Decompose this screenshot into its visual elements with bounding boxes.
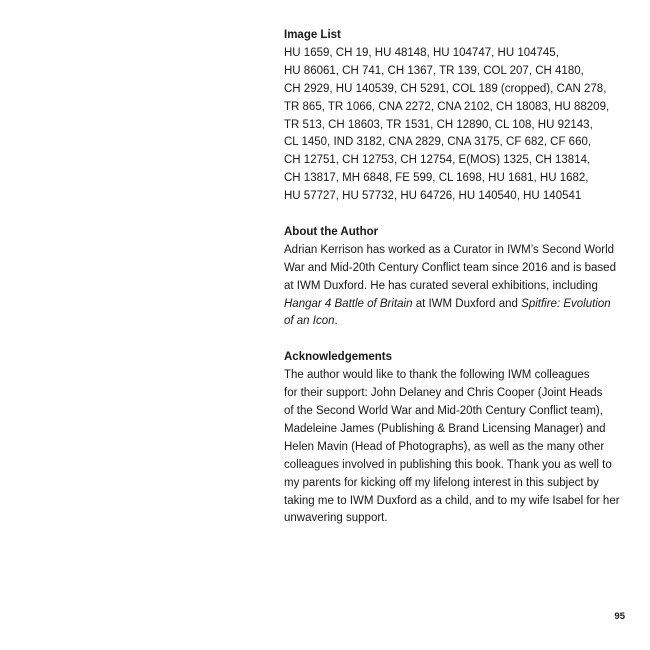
about-author-heading: About the Author — [284, 225, 379, 238]
image-list-heading: Image List — [284, 29, 341, 41]
acknowledgements-line: Madeleine James (Publishing & Brand Licensing Manager) and — [284, 422, 606, 435]
image-list-line: CH 2929, HU 140539, CH 5291, COL 189 (cropped), CAN 278, — [284, 82, 607, 95]
page-number: 95 — [614, 611, 625, 622]
image-list-line: CL 1450, IND 3182, CNA 2829, CNA 3175, CF 682, CF 660, — [284, 136, 592, 149]
image-list-line: CH 13817, MH 6848, FE 599, CL 1698, HU 1681, HU 1682, — [284, 172, 589, 185]
acknowledgements-line: The author would like to thank the following IWM colleagues — [284, 369, 590, 382]
image-list-section — [284, 27, 624, 206]
acknowledgements-line: for their support: John Delaney and Chris Cooper (Joint Heads — [284, 387, 603, 400]
acknowledgements-line: colleagues involved in publishing this book. Thank you as well to — [284, 458, 612, 471]
acknowledgements-heading: Acknowledgements — [284, 351, 392, 364]
about-author-section — [284, 224, 624, 331]
about-author-line — [284, 313, 624, 331]
about-author-text: . — [334, 315, 338, 328]
acknowledgements-line: my parents for kicking off my lifelong interest in this subject by — [284, 476, 599, 489]
image-list-line: HU 57727, HU 57732, HU 64726, HU 140540, HU 140541 — [284, 190, 582, 203]
acknowledgements-line: taking me to IWM Duxford as a child, and to my wife Isabel for her — [284, 494, 620, 507]
text-column — [284, 27, 624, 546]
image-list-line: CH 12751, CH 12753, CH 12754, E(MOS) 1325, CH 13814, — [284, 154, 591, 167]
acknowledgements-line: Helen Mavin (Head of Photographs), as well as the many other — [284, 440, 605, 453]
image-list-line: TR 513, CH 18603, TR 1531, CH 12890, CL 108, HU 92143, — [284, 118, 593, 131]
exhibition-title-hangar: Hangar 4 Battle of Britain — [284, 297, 413, 310]
about-author-text: at IWM Duxford and — [412, 297, 522, 310]
about-author-line: Adrian Kerrison has worked as a Curator in IWM’s Second World — [284, 243, 615, 256]
acknowledgements-section — [284, 349, 624, 528]
image-list-line: HU 1659, CH 19, HU 48148, HU 104747, HU 104745, — [284, 46, 559, 59]
acknowledgements-line: unwavering support. — [284, 512, 388, 525]
about-author-line — [284, 296, 624, 314]
image-list-line: HU 86061, CH 741, CH 1367, TR 139, COL 207, CH 4180, — [284, 64, 584, 77]
about-author-line: at IWM Duxford. He has curated several exhibitions, including — [284, 279, 598, 292]
exhibition-title-spitfire: Spitfire: Evolution — [521, 297, 611, 310]
acknowledgements-line: of the Second World War and Mid-20th Century Conflict team), — [284, 405, 603, 417]
exhibition-title-spitfire-cont: of an Icon — [284, 315, 335, 328]
about-author-line: War and Mid-20th Century Conflict team since 2016 and is based — [284, 261, 616, 274]
image-list-line: TR 865, TR 1066, CNA 2272, CNA 2102, CH 18083, HU 88209, — [284, 100, 610, 113]
